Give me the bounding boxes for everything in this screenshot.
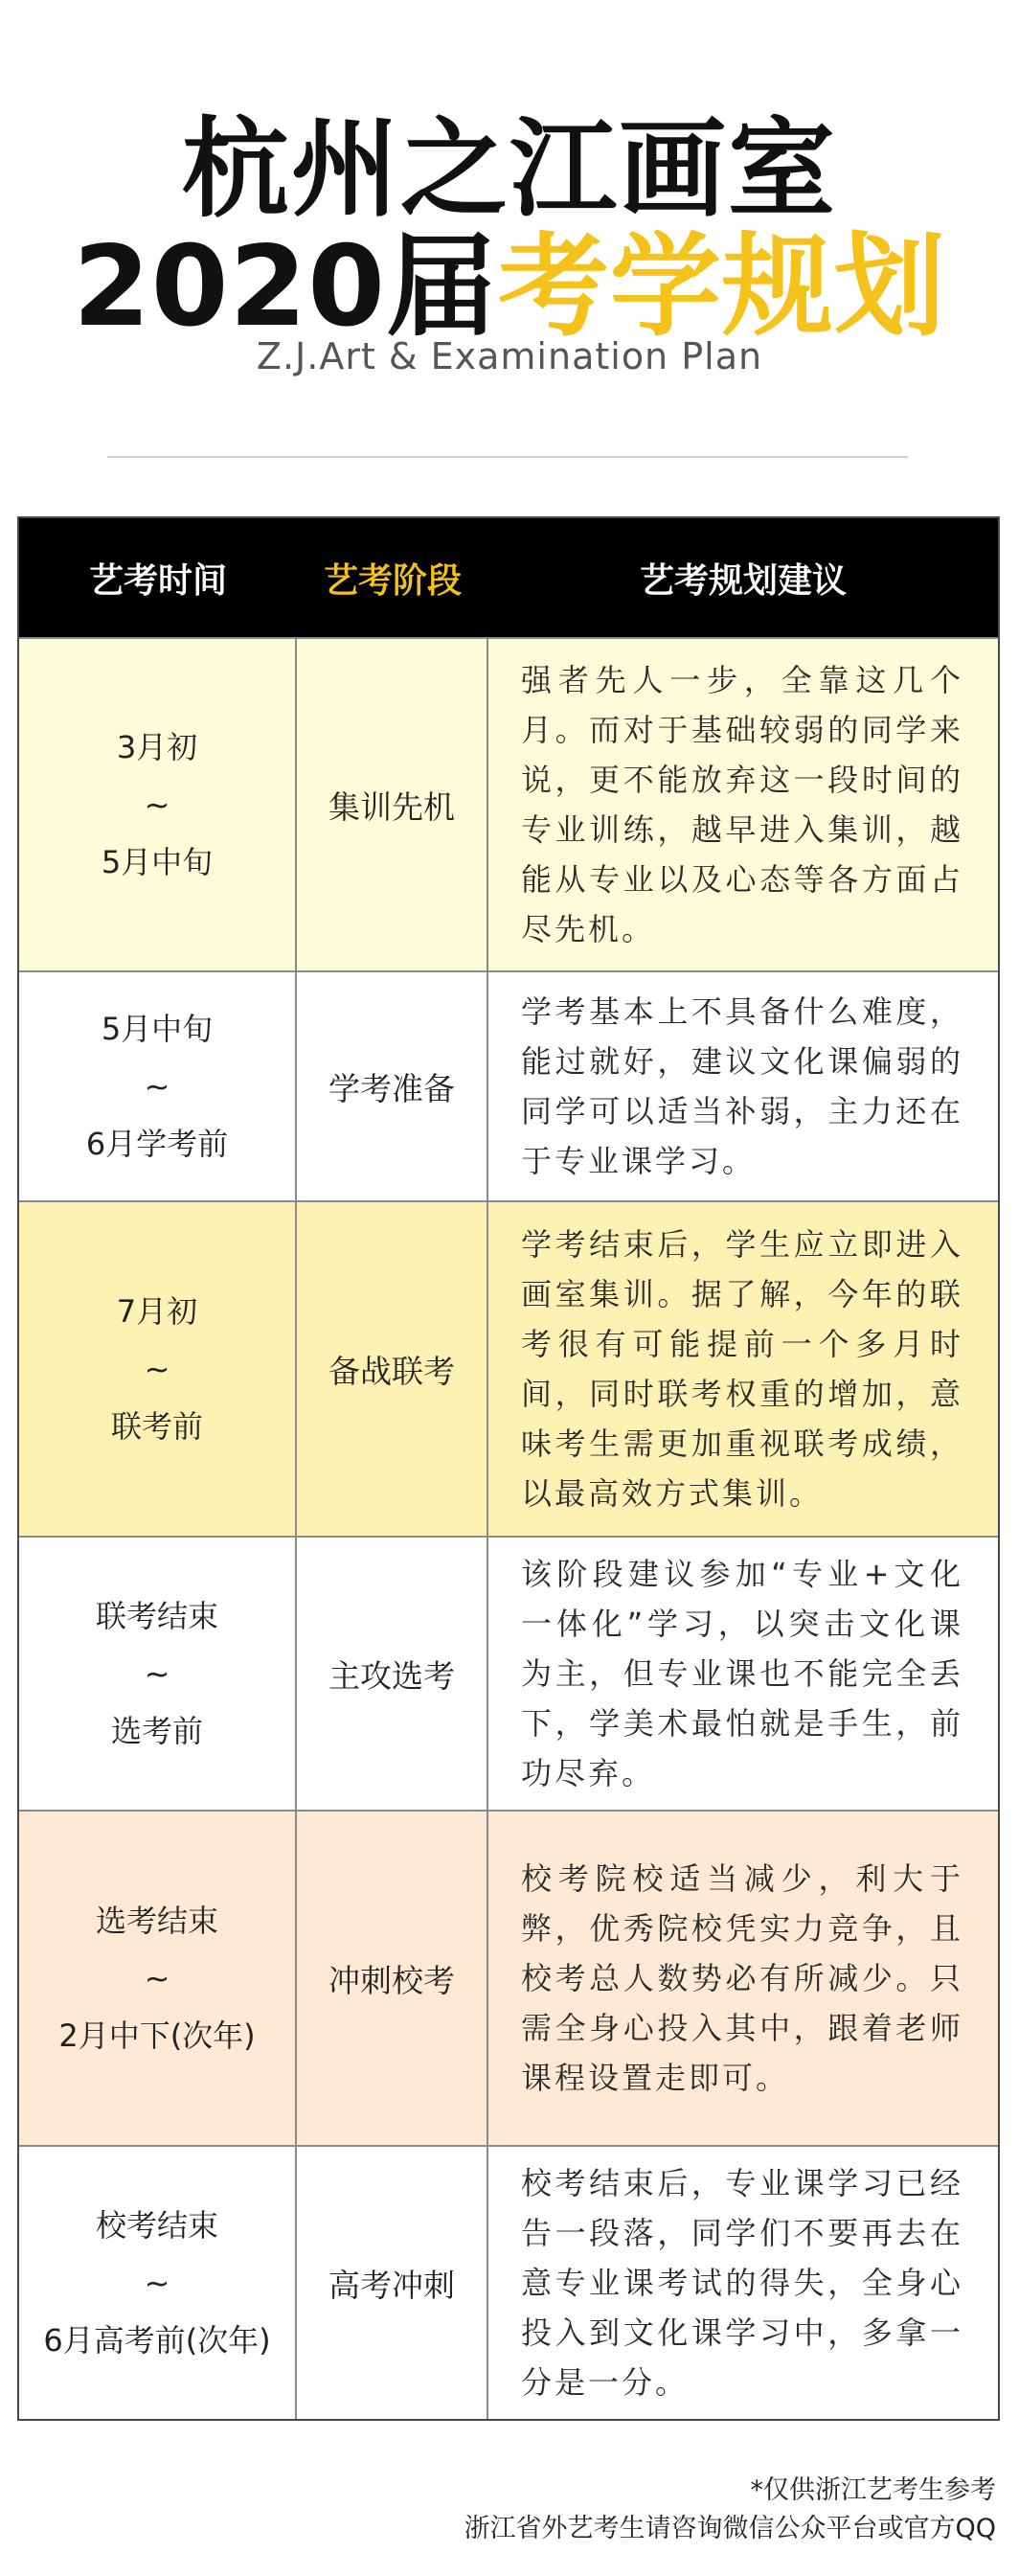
time-start: 5月中旬 bbox=[101, 1011, 214, 1047]
title-plan bbox=[0, 222, 1019, 352]
stage-cell: 集训先机 bbox=[297, 639, 488, 970]
time-end: 联考前 bbox=[110, 1408, 203, 1445]
time-tilde: ~ bbox=[144, 1960, 170, 1996]
header-divider bbox=[107, 456, 908, 458]
time-start: 3月初 bbox=[116, 729, 198, 765]
advice-cell: 学考基本上不具备什么难度，能过就好，建议文化课偏弱的同学可以适当补弱，主力还在于专业课学习。 bbox=[521, 993, 963, 1179]
time-start: 校考结束 bbox=[95, 2207, 218, 2244]
time-tilde: ~ bbox=[144, 786, 170, 823]
header-time: 艺考时间 bbox=[88, 560, 227, 601]
footer-note-zhejiang: *仅供浙江艺考生参考 bbox=[750, 2475, 996, 2505]
time-cell bbox=[19, 972, 297, 1200]
time-start: 选考结束 bbox=[95, 1903, 218, 1939]
subtitle-english: Z.J.Art & Examination Plan bbox=[256, 335, 763, 377]
time-cell bbox=[19, 1812, 297, 2145]
stage-cell: 主攻选考 bbox=[297, 1538, 488, 1810]
table-row bbox=[19, 970, 998, 1200]
time-end: 2月中下(次年) bbox=[58, 2017, 256, 2054]
table-row bbox=[19, 1536, 998, 1810]
time-end: 6月学考前 bbox=[85, 1126, 229, 1162]
time-tilde: ~ bbox=[144, 2265, 170, 2301]
table-header bbox=[19, 518, 998, 637]
time-end: 6月高考前(次年) bbox=[43, 2322, 271, 2359]
advice-cell: 强者先人一步，全靠这几个月。而对于基础较弱的同学来说，更不能放弃这一段时间的专业训练，越早进入集训，越能从专业以及心态等各方面占尽先机。 bbox=[521, 662, 963, 947]
stage-cell: 冲刺校考 bbox=[297, 1812, 488, 2145]
table-row bbox=[19, 1810, 998, 2145]
title-accent: 考学规划 bbox=[497, 222, 946, 352]
time-start: 联考结束 bbox=[95, 1598, 218, 1634]
time-end: 5月中旬 bbox=[101, 844, 214, 880]
advice-cell: 校考院校适当减少，利大于弊，优秀院校凭实力竞争，且校考总人数势必有所减少。只需全身心投入其中，跟着老师课程设置走即可。 bbox=[521, 1860, 963, 2096]
stage-cell: 高考冲刺 bbox=[297, 2147, 488, 2419]
time-tilde: ~ bbox=[144, 1068, 170, 1105]
stage-cell: 学考准备 bbox=[297, 972, 488, 1200]
time-cell bbox=[19, 1538, 297, 1810]
header-stage: 艺考阶段 bbox=[323, 560, 462, 601]
advice-cell: 学考结束后，学生应立即进入画室集训。据了解，今年的联考很有可能提前一个多月时间，同时联考权重的增加，意味考生需更加重视联考成绩，以最高效方式集训。 bbox=[521, 1226, 963, 1512]
time-cell bbox=[19, 1202, 297, 1536]
time-start: 7月初 bbox=[116, 1293, 198, 1330]
title-studio-name: 杭州之江画室 bbox=[182, 107, 837, 232]
time-cell bbox=[19, 639, 297, 970]
title-year: 2020届 bbox=[73, 222, 498, 352]
poster-header bbox=[0, 0, 1019, 517]
time-end: 选考前 bbox=[110, 1713, 203, 1749]
time-cell bbox=[19, 2147, 297, 2419]
time-tilde: ~ bbox=[144, 1351, 170, 1387]
footer-note-contact: 浙江省外艺考生请咨询微信公众平台或官方QQ bbox=[464, 2514, 996, 2543]
footer-notes bbox=[464, 2472, 996, 2548]
advice-cell: 校考结束后，专业课学习已经告一段落，同学们不要再去在意专业课考试的得失，全身心投入到文化课学习中，多拿一分是一分。 bbox=[521, 2165, 963, 2401]
table-row bbox=[19, 637, 998, 970]
time-tilde: ~ bbox=[144, 1655, 170, 1692]
advice-cell: 该阶段建议参加“专业+文化一体化”学习，以突击文化课为主，但专业课也不能完全丢下，学美术最怕就是手生，前功尽弃。 bbox=[521, 1556, 963, 1791]
stage-cell: 备战联考 bbox=[297, 1202, 488, 1536]
header-advice: 艺考规划建议 bbox=[639, 560, 847, 601]
table-row bbox=[19, 2145, 998, 2419]
table-row bbox=[19, 1200, 998, 1536]
plan-table bbox=[17, 516, 1000, 2421]
